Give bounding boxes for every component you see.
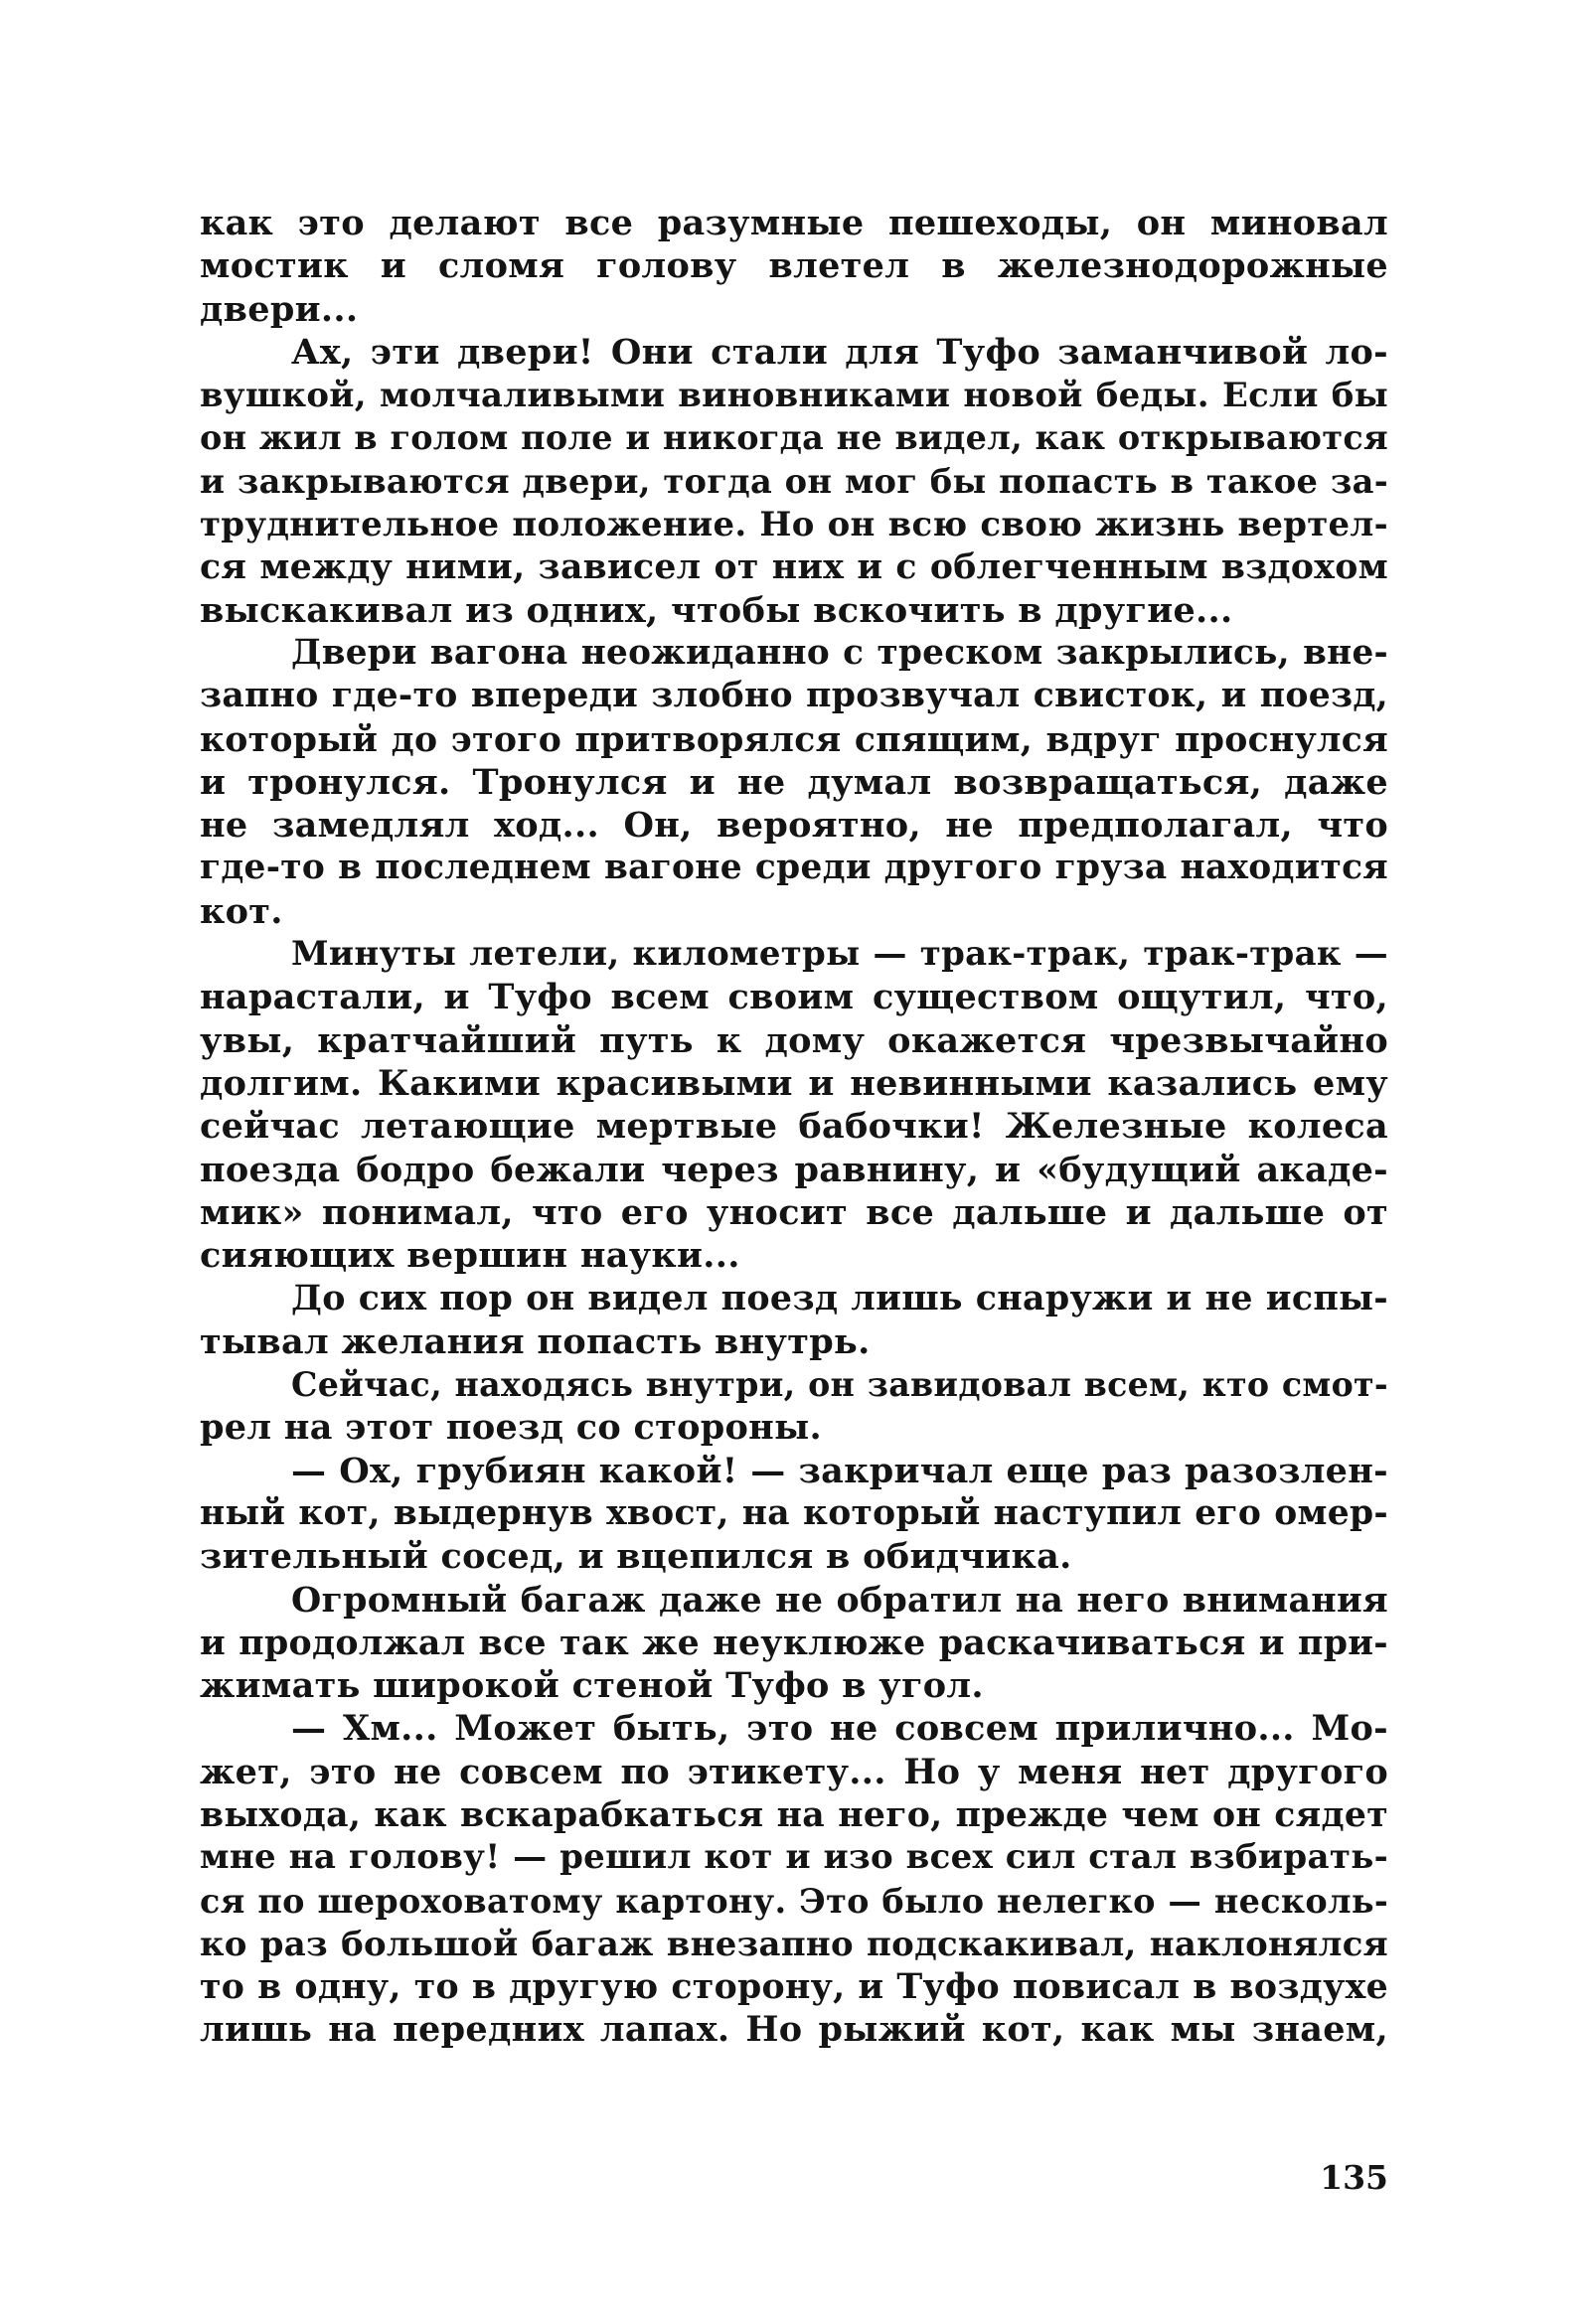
- paragraph-start-line: Двери вагона неожиданно с треском закрылись, вне-: [291, 632, 1388, 673]
- text-line: ный кот, выдернув хвост, на который наступил его омер-: [200, 1492, 1388, 1533]
- text-line: кот.: [200, 890, 283, 932]
- paragraph-start-line: Минуты летели, километры — трак-трак, трак-трак —: [291, 934, 1388, 975]
- text-line: мик» понимал, что его уносит все дальше и дальше от: [200, 1191, 1388, 1233]
- text-line: не замедлял ход... Он, вероятно, не предполагал, что: [200, 805, 1388, 847]
- text-line: двери...: [200, 288, 359, 330]
- text-line: мне на голову! — решил кот и изо всех сил стал взбирать-: [200, 1837, 1388, 1878]
- text-line: рел на этот поезд со стороны.: [200, 1407, 822, 1449]
- paragraph-start-line: Огромный багаж даже не обратил на него внимания: [291, 1579, 1388, 1621]
- text-line: и закрываются двери, тогда он мог бы попасть в такое за-: [200, 460, 1388, 501]
- paragraph-start-line: — Хм... Может быть, это не совсем прилично... Мо-: [291, 1708, 1388, 1750]
- body-text: [200, 202, 1388, 2052]
- text-line: долгим. Какими красивыми и невинными казались ему: [200, 1062, 1388, 1104]
- paragraph-start-line: До сих пор он видел поезд лишь снаружи и не испы-: [291, 1278, 1388, 1319]
- paragraph-start-line: Сейчас, находясь внутри, он завидовал всем, кто смот-: [291, 1365, 1388, 1405]
- text-line: ко раз большой багаж внезапно подскакивал, наклонялся: [200, 1923, 1388, 1963]
- paragraph-start-line: Ах, эти двери! Они стали для Туфо заманчивой ло-: [291, 331, 1388, 373]
- text-line: вушкой, молчаливыми виновниками новой беды. Если бы: [200, 375, 1388, 415]
- text-line: как это делают все разумные пешеходы, он миновал: [200, 203, 1388, 243]
- text-line: сияющих вершин науки...: [200, 1235, 740, 1277]
- text-line: жимать широкой стеной Туфо в угол.: [200, 1665, 984, 1707]
- text-line: сейчас летающие мертвые бабочки! Железные колеса: [200, 1106, 1388, 1148]
- text-line: и продолжал все так же неуклюже раскачиваться и при-: [200, 1622, 1388, 1663]
- text-line: он жил в голом поле и никогда не видел, как открываются: [200, 418, 1388, 458]
- text-line: то в одну, то в другую сторону, и Туфо повисал в воздухе: [200, 1966, 1388, 2008]
- text-line: лишь на передних лапах. Но рыжий кот, как мы знаем,: [200, 2009, 1388, 2051]
- text-line: выскакивал из одних, чтобы вскочить в другие...: [200, 589, 1233, 631]
- text-line: зительный сосед, и вцепился в обидчика.: [200, 1536, 1072, 1578]
- text-line: где-то в последнем вагоне среди другого груза находится: [200, 848, 1388, 888]
- text-line: увы, кратчайший путь к дому окажется чрезвычайно: [200, 1019, 1388, 1061]
- text-line: и тронулся. Тронулся и не думал возвращаться, даже: [200, 761, 1388, 803]
- paragraph-start-line: — Ох, грубиян какой! — закричал еще раз разозлен-: [291, 1450, 1388, 1491]
- text-line: нарастали, и Туфо всем своим существом ощутил, что,: [200, 977, 1388, 1018]
- text-line: мостик и сломя голову влетел в железнодорожные: [200, 245, 1388, 287]
- text-line: выхода, как вскарабкаться на него, прежде чем он сядет: [200, 1793, 1388, 1835]
- text-line: который до этого притворялся спящим, вдруг проснулся: [200, 718, 1388, 760]
- text-line: ся по шероховатому картону. Это было нелегко — несколь-: [200, 1881, 1388, 1921]
- text-line: тывал желания попасть внутрь.: [200, 1320, 871, 1362]
- text-line: поезда бодро бежали через равнину, и «будущий акаде-: [200, 1149, 1388, 1190]
- text-line: труднительное положение. Но он всю свою жизнь вертел-: [200, 504, 1388, 544]
- text-line: запно где-то впереди злобно прозвучал свисток, и поезд,: [200, 676, 1388, 716]
- text-line: жет, это не совсем по этикету... Но у меня нет другого: [200, 1751, 1388, 1792]
- page-number: 135: [1320, 2158, 1388, 2197]
- text-line: ся между ними, зависел от них и с облегченным вздохом: [200, 546, 1388, 588]
